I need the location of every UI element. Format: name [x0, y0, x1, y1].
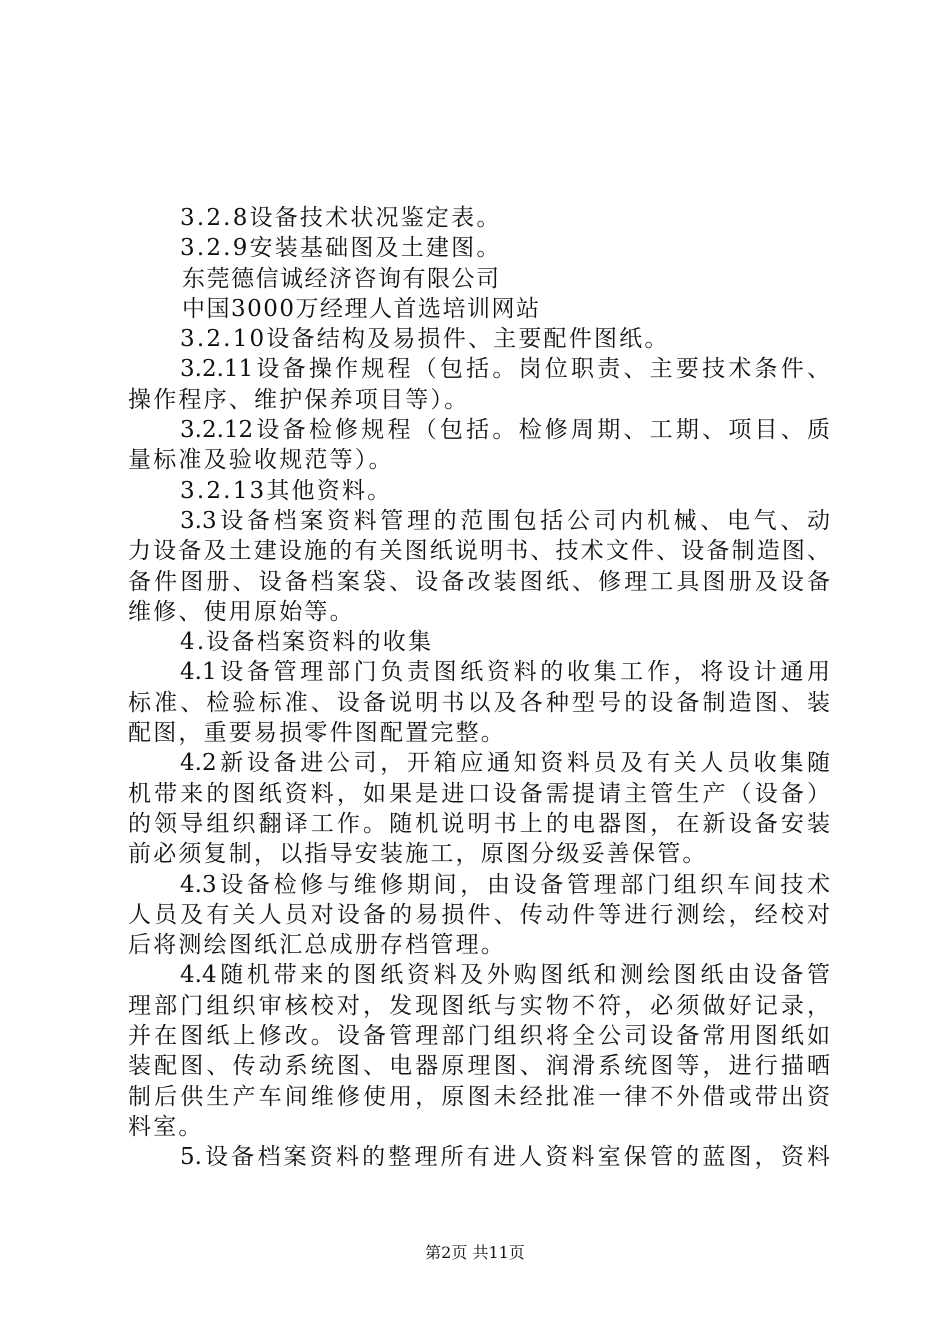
text-line: 标准、检验标准、设备说明书以及各种型号的设备制造图、装 — [128, 689, 830, 716]
text-line: 备件图册、设备档案袋、设备改装图纸、修理工具图册及设备 — [128, 568, 830, 595]
list-item-3-2-10: 3.2.10设备结构及易损件、主要配件图纸。 — [180, 326, 670, 353]
paragraph-4-1: 4.1设备管理部门负责图纸资料的收集工作，将设计通用 — [180, 659, 830, 686]
text-line: 力设备及土建设施的有关图纸说明书、技术文件、设备制造图、 — [128, 538, 830, 565]
paragraph-4-3: 4.3设备检修与维修期间，由设备管理部门组织车间技术 — [180, 871, 830, 898]
text-line: 维修、使用原始等。 — [128, 598, 355, 625]
page-footer — [0, 1243, 950, 1263]
website-slogan-line: 中国3000万经理人首选培训网站 — [182, 295, 541, 322]
text-line: 理部门组织审核校对，发现图纸与实物不符，必须做好记录， — [128, 992, 830, 1019]
text-line: 前必须复制，以指导安装施工，原图分级妥善保管。 — [128, 841, 708, 868]
list-item-3-2-8: 3.2.8设备技术状况鉴定表。 — [180, 205, 502, 231]
text-line: 后将测绘图纸汇总成册存档管理。 — [128, 932, 506, 959]
document-body — [128, 203, 830, 1173]
company-name-line: 东莞德信诚经济咨询有限公司 — [182, 265, 501, 292]
list-item-3-2-11: 3.2.11设备操作规程（包括。岗位职责、主要技术条件、 — [180, 356, 830, 383]
text-line: 量标准及验收规范等）。 — [128, 447, 394, 474]
list-item-3-2-12: 3.2.12设备检修规程（包括。检修周期、工期、项目、质 — [180, 417, 830, 444]
text-line: 配图，重要易损零件图配置完整。 — [128, 720, 506, 747]
section-heading-4: 4.设备档案资料的收集 — [180, 629, 434, 656]
page-number: 第2页 共11页 — [425, 1243, 525, 1262]
text-line: 装配图、传动系统图、电器原理图、润滑系统图等，进行描晒 — [128, 1053, 830, 1080]
text-line: 人员及有关人员对设备的易损件、传动件等进行测绘，经校对 — [128, 901, 830, 928]
text-line: 料室。 — [128, 1113, 204, 1140]
text-line: 的领导组织翻译工作。随机说明书上的电器图，在新设备安装 — [128, 810, 830, 837]
text-line: 操作程序、维护保养项目等）。 — [128, 386, 470, 413]
paragraph-4-2: 4.2新设备进公司，开箱应通知资料员及有关人员收集随 — [180, 750, 830, 777]
section-heading-5: 5.设备档案资料的整理所有进人资料室保管的蓝图，资料 — [180, 1144, 830, 1171]
text-line: 机带来的图纸资料，如果是进口设备需提请主管生产（设备） — [128, 780, 830, 807]
list-item-3-2-9: 3.2.9安装基础图及土建图。 — [180, 235, 502, 262]
text-line: 制后供生产车间维修使用，原图未经批准一律不外借或带出资 — [128, 1083, 830, 1110]
paragraph-3-3: 3.3设备档案资料管理的范围包括公司内机械、电气、动 — [180, 507, 830, 534]
paragraph-4-4: 4.4随机带来的图纸资料及外购图纸和测绘图纸由设备管 — [180, 962, 830, 989]
text-line: 并在图纸上修改。设备管理部门组织将全公司设备常用图纸如 — [128, 1023, 830, 1050]
list-item-3-2-13: 3.2.13其他资料。 — [180, 477, 393, 504]
